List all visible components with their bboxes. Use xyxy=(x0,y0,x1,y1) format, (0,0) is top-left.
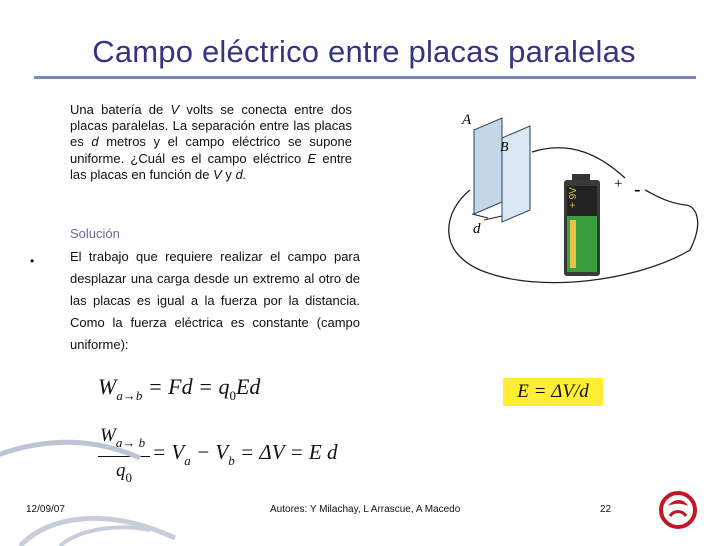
problem-statement: Una batería de V volts se conecta entre dos placas paralelas. La separación entre las placas es d metros y el campo eléctrico se supone uniforme. ¿Cuál es el campo eléctrico E entre las placas en función de V y d. xyxy=(70,102,353,182)
battery xyxy=(564,174,600,276)
plus-sign: + xyxy=(614,176,623,192)
slide-title: Campo eléctrico entre placas paralelas xyxy=(92,34,636,69)
plate-a-label: A xyxy=(462,112,472,128)
solution-text: El trabajo que requiere realizar el campo para desplazar una carga desde un extremo al otro de las placas es igual a la fuerza por la distancia. Como la fuerza eléctrica es constante (campo uniforme): xyxy=(70,249,360,352)
gap-marker-left xyxy=(472,214,488,218)
equation-fraction-numerator: $W_{a\to b}$ xyxy=(100,425,146,450)
equation-fraction-denominator: $q_0$ xyxy=(116,460,132,485)
minus-sign: - xyxy=(634,179,641,201)
solution-label: Solución xyxy=(70,226,120,241)
footer-authors: Autores: Y Milachay, L Arrascue, A Macedo xyxy=(270,504,461,515)
stethoscope-icon xyxy=(0,418,180,546)
capacitor-battery-diagram xyxy=(440,100,700,290)
title-divider xyxy=(34,76,696,79)
university-logo-icon xyxy=(658,490,698,530)
footer-date: 12/09/07 xyxy=(26,504,65,515)
wire-minus xyxy=(645,190,685,205)
footer-page: 22 xyxy=(600,504,612,515)
equation-work: $W_{a\to b} = Fd = q_0Ed$ xyxy=(98,374,261,403)
equation-potential: = $V_a - V_b = \Delta V = E$ d xyxy=(152,440,338,468)
gap-label: d xyxy=(473,221,481,237)
bullet-marker: • xyxy=(30,254,35,268)
plate-a xyxy=(474,118,502,214)
result-box: E = ΔV/d xyxy=(503,378,603,406)
wire-plus xyxy=(532,148,625,178)
plate-b-label: B xyxy=(500,140,509,155)
battery-label-art: + 9V xyxy=(568,187,579,208)
